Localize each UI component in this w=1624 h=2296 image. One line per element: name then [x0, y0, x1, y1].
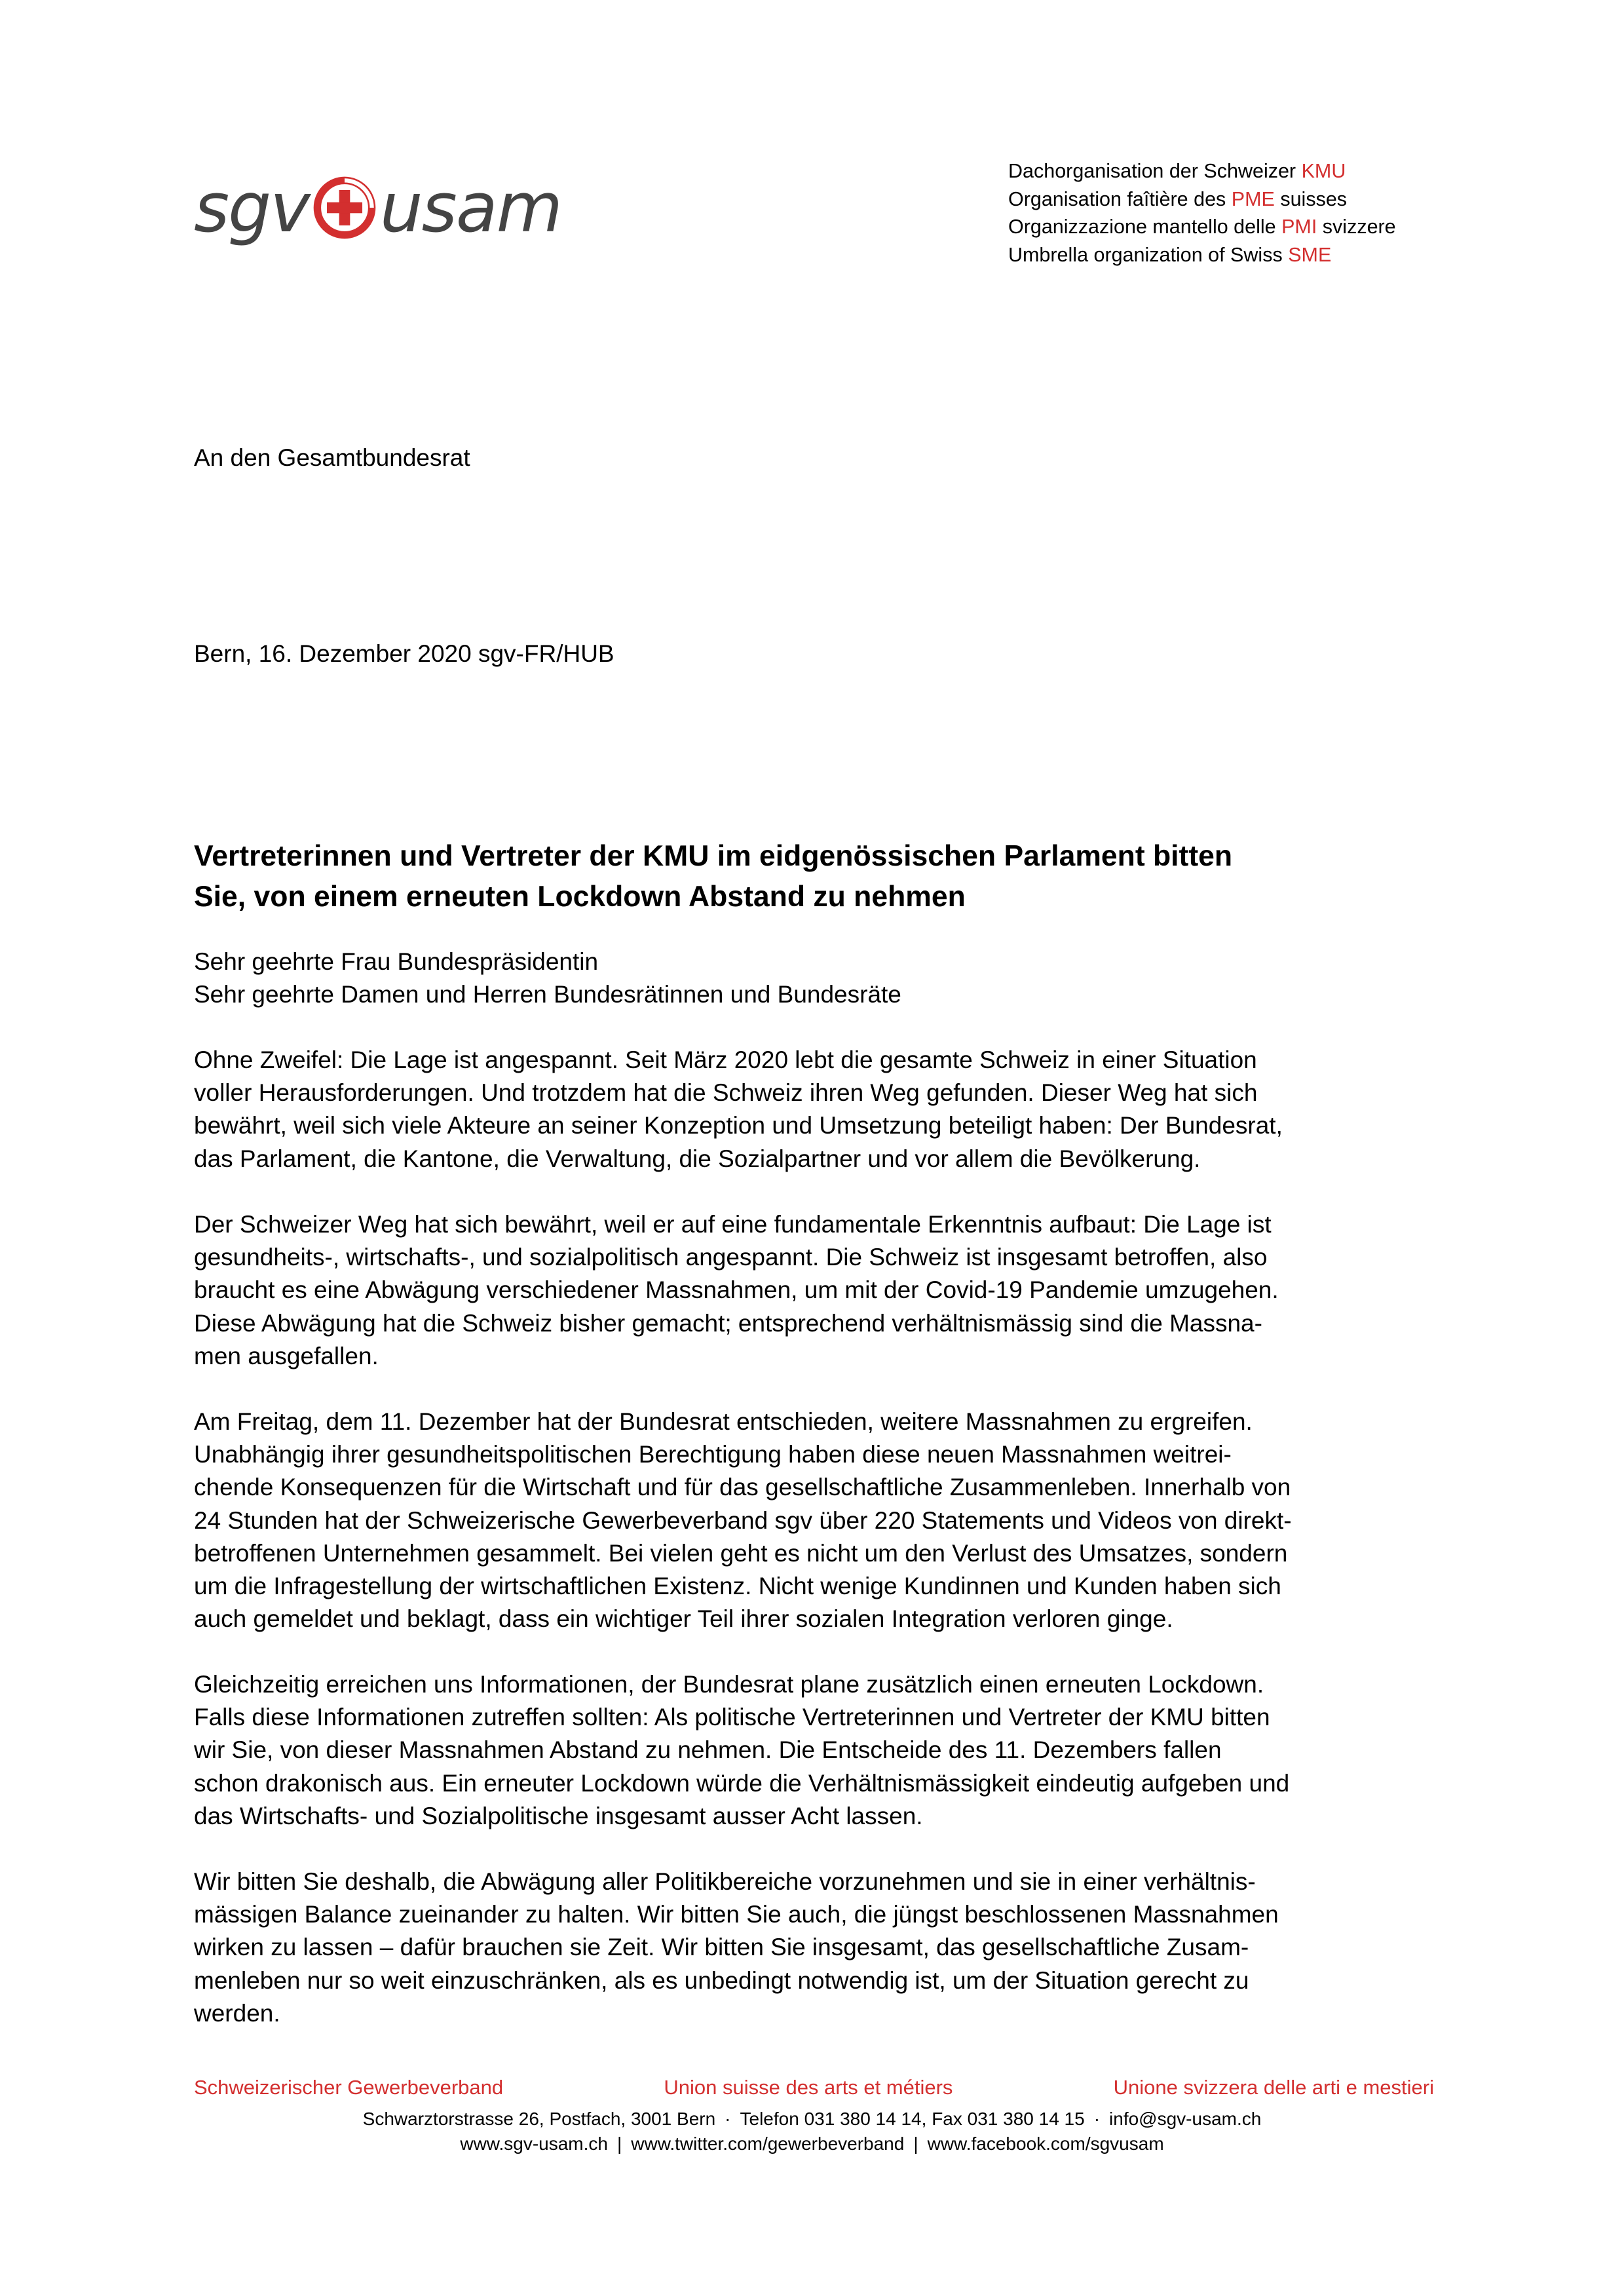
paragraph-line: gesundheits-, wirtschafts-, und sozialpolitisch angespannt. Die Schweiz ist insgesamt betroffen, also: [194, 1244, 1268, 1271]
salutation-line: Sehr geehrte Damen und Herren Bundesrätinnen und Bundesräte: [194, 981, 901, 1008]
salutation-line: Sehr geehrte Frau Bundespräsidentin: [194, 948, 599, 975]
footer-contact-line: [0, 2107, 1624, 2132]
footer-organization-names: [194, 2076, 1434, 2099]
swiss-cross-circle-icon: [311, 174, 379, 242]
salutation: [194, 946, 901, 1011]
footer-facebook-link[interactable]: www.facebook.com/sgvusam: [927, 2133, 1164, 2154]
paragraph-line: voller Herausforderungen. Und trotzdem hat die Schweiz ihren Weg gefunden. Dieser Weg hat sich: [194, 1079, 1258, 1107]
body-paragraph: [194, 1208, 1279, 1373]
paragraph-line: betroffenen Unternehmen gesammelt. Bei vielen geht es nicht um den Verlust des Umsatzes, sondern: [194, 1539, 1288, 1567]
paragraph-line: werden.: [194, 1999, 280, 2027]
organization-tagline: [1008, 157, 1396, 269]
footer-links-line: [0, 2132, 1624, 2156]
footer-org-fr: Union suisse des arts et métiers: [664, 2076, 953, 2099]
tagline-line-en: [1008, 241, 1396, 269]
paragraph-line: 24 Stunden hat der Schweizerische Gewerbeverband sgv über 220 Statements und Videos von direkt-: [194, 1506, 1292, 1534]
paragraph-line: Falls diese Informationen zutreffen sollten: Als politische Vertreterinnen und Vertreter der KMU bitten: [194, 1704, 1270, 1731]
paragraph-line: Ohne Zweifel: Die Lage ist angespannt. Seit März 2020 lebt die gesamte Schweiz in einer Situation: [194, 1046, 1257, 1073]
paragraph-line: chende Konsequenzen für die Wirtschaft und für das gesellschaftliche Zusammenleben. Innerhalb von: [194, 1474, 1291, 1501]
footer-contact: [0, 2107, 1624, 2156]
footer-separator: |: [913, 2133, 918, 2154]
tagline-text: suisses: [1274, 187, 1348, 210]
tagline-highlight: PME: [1231, 187, 1275, 210]
paragraph-line: auch gemeldet und beklagt, dass ein wichtiger Teil ihrer sozialen Integration verloren ginge.: [194, 1605, 1173, 1633]
tagline-text: svizzere: [1317, 216, 1396, 238]
logo-text-usam: usam: [379, 168, 561, 248]
paragraph-line: mässigen Balance zueinander zu halten. Wir bitten Sie auch, die jüngst beschlossenen Massnahmen: [194, 1901, 1279, 1928]
tagline-line-fr: [1008, 185, 1396, 214]
footer-separator: ·: [725, 2109, 731, 2129]
tagline-highlight: KMU: [1301, 160, 1346, 182]
paragraph-line: Unabhängig ihrer gesundheitspolitischen Berechtigung haben diese neuen Massnahmen weitrei-: [194, 1441, 1232, 1468]
tagline-text: Organisation faîtière des: [1008, 187, 1232, 210]
body-paragraph: [194, 1866, 1279, 2030]
paragraph-line: men ausgefallen.: [194, 1342, 379, 1369]
body-paragraph: [194, 1044, 1283, 1176]
paragraph-line: menleben nur so weit einzuschränken, als es unbedingt notwendig ist, um der Situation gerecht zu: [194, 1966, 1249, 1994]
footer-separator: |: [616, 2133, 622, 2154]
paragraph-line: Wir bitten Sie deshalb, die Abwägung aller Politikbereiche vorzunehmen und sie in einer verhältnis-: [194, 1868, 1256, 1895]
paragraph-line: bewährt, weil sich viele Akteure an seiner Konzeption und Umsetzung beteiligt haben: Der Bundesrat,: [194, 1112, 1283, 1139]
paragraph-line: braucht es eine Abwägung verschiedener Massnahmen, um mit der Covid-19 Pandemie umzugehen.: [194, 1276, 1279, 1304]
tagline-text: Organizzazione mantello delle: [1008, 216, 1282, 238]
paragraph-line: wirken zu lassen – dafür brauchen sie Zeit. Wir bitten Sie insgesamt, das gesellschaftliche Zusam-: [194, 1934, 1249, 1961]
paragraph-line: das Parlament, die Kantone, die Verwaltung, die Sozialpartner und vor allem die Bevölkerung.: [194, 1145, 1201, 1172]
footer-org-de: Schweizerischer Gewerbeverband: [194, 2076, 504, 2099]
footer-separator: ·: [1093, 2109, 1101, 2129]
body-paragraph: [194, 1406, 1292, 1636]
headline-line: Vertreterinnen und Vertreter der KMU im eidgenössischen Parlament bitten: [194, 840, 1233, 872]
letter-headline: [194, 836, 1439, 917]
recipient-line: An den Gesamtbundesrat: [194, 444, 470, 471]
footer-org-it: Unione svizzera delle arti e mestieri: [1113, 2076, 1434, 2099]
tagline-line-it: [1008, 213, 1396, 241]
footer-twitter-link[interactable]: www.twitter.com/gewerbeverband: [631, 2133, 905, 2154]
footer-website-link[interactable]: www.sgv-usam.ch: [460, 2133, 608, 2154]
paragraph-line: Diese Abwägung hat die Schweiz bisher gemacht; entsprechend verhältnismässig sind die Massna-: [194, 1309, 1262, 1337]
paragraph-line: um die Infragestellung der wirtschaftlichen Existenz. Nicht wenige Kundinnen und Kunden haben sich: [194, 1573, 1281, 1600]
paragraph-line: Gleichzeitig erreichen uns Informationen, der Bundesrat plane zusätzlich einen erneuten Lockdown.: [194, 1671, 1264, 1698]
body-paragraph: [194, 1668, 1289, 1833]
logo-text-sgv: sgv: [194, 168, 309, 248]
paragraph-line: das Wirtschafts- und Sozialpolitische insgesamt ausser Acht lassen.: [194, 1802, 923, 1829]
footer-email-link[interactable]: info@sgv-usam.ch: [1109, 2109, 1262, 2129]
footer-address: Schwarztorstrasse 26, Postfach, 3001 Bern: [362, 2109, 716, 2129]
tagline-text: Dachorganisation der Schweizer: [1008, 160, 1302, 182]
tagline-highlight: PMI: [1281, 216, 1317, 238]
footer-phone-fax: Telefon 031 380 14 14, Fax 031 380 14 15: [740, 2109, 1085, 2129]
paragraph-line: Am Freitag, dem 11. Dezember hat der Bundesrat entschieden, weitere Massnahmen zu ergreifen.: [194, 1408, 1253, 1435]
tagline-line-de: [1008, 157, 1396, 185]
paragraph-line: wir Sie, von dieser Massnahmen Abstand zu nehmen. Die Entscheide des 11. Dezembers fallen: [194, 1736, 1222, 1764]
tagline-text: Umbrella organization of Swiss: [1008, 243, 1289, 266]
paragraph-line: schon drakonisch aus. Ein erneuter Lockdown würde die Verhältnismässigkeit eindeutig aufgeben und: [194, 1769, 1290, 1797]
headline-line: Sie, von einem erneuten Lockdown Abstand zu nehmen: [194, 881, 966, 913]
date-reference-line: Bern, 16. Dezember 2020 sgv-FR/HUB: [194, 640, 614, 667]
sgv-usam-logo: [194, 168, 561, 248]
paragraph-line: Der Schweizer Weg hat sich bewährt, weil er auf eine fundamentale Erkenntnis aufbaut: Die Lage ist: [194, 1211, 1272, 1238]
tagline-highlight: SME: [1288, 243, 1332, 266]
